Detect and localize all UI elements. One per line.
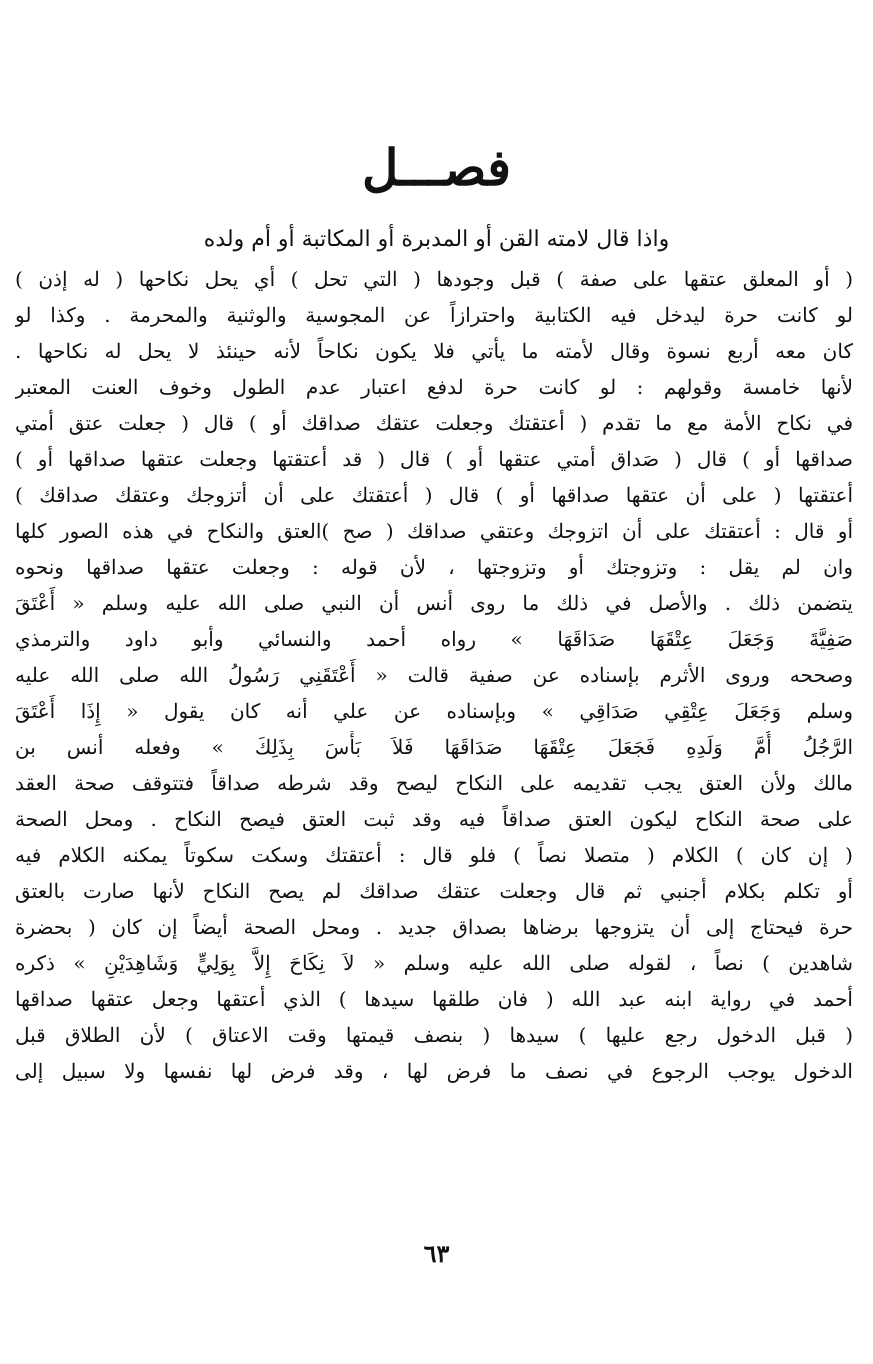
text-line: مالك ولأن العتق يجب تقديمه على النكاح ليصح وقد شرطه صداقاً فتتوقف صحة العقد xyxy=(15,771,853,795)
text-line: صَفِيَّةَ وَجَعَلَ عِتْقَهَا صَدَاقَهَا » رواه أحمد والنسائي وأبو داود والترمذي xyxy=(15,627,853,651)
text-line: أحمد في رواية ابنه عبد الله ( فان طلقها سيدها ) الذي أعتقها وجعل عتقها صداقها xyxy=(15,987,853,1011)
body-text xyxy=(0,263,873,1213)
text-line: شاهدين ) نصاً ، لقوله صلى الله عليه وسلم « لاَ نِكَاحَ إِلاَّ بِوَلِيٍّ وَشَاهِدَيْنِ » ذكره xyxy=(15,951,853,975)
text-line: أعتقتها ( على أن عتقها صداقها أو ) قال ( أعتقتك على أن أتزوجك وعتقك صداقك ) xyxy=(15,483,853,507)
section-subheading: واذا قال لامته القن أو المدبرة أو المكاتبة أو أم ولده xyxy=(203,227,670,252)
text-line: لأنها خامسة وقولهم : لو كانت حرة لدفع اعتبار عدم الطول وخوف العنت المعتبر xyxy=(15,375,853,399)
section-heading: فصـــل xyxy=(361,138,512,197)
text-line: يتضمن ذلك . والأصل في ذلك ما روى أنس أن النبي صلى الله عليه وسلم « أَعْتَقَ xyxy=(15,591,853,615)
text-line: الرَّجُلُ أُمَّ وَلَدِهِ فَجَعَلَ عِتْقَهَا صَدَاقَهَا فَلاَ بَأْسَ بِذَلِكَ » وفعله أنس بن xyxy=(15,735,853,759)
text-line: حرة فيحتاج إلى أن يتزوجها برضاها بصداق جديد . ومحل الصحة أيضاً إن كان ( بحضرة xyxy=(15,915,853,939)
page-number: ٦٣ xyxy=(423,1239,450,1268)
text-line: صداقها أو ) قال ( صَداق أمتي عتقها أو ) قال ( قد أعتقتها وجعلت عتقها صداقها أو ) xyxy=(15,447,853,471)
text-line: في نكاح الأمة مع ما تقدم ( أعتقتك وجعلت عتقك صداقك أو ) قال ( جعلت عتق أمتي xyxy=(15,411,853,435)
text-line: لو كانت حرة ليدخل فيه الكتابية واحترازاً عن المجوسية والوثنية والمحرمة . وكذا لو xyxy=(15,303,853,327)
text-line: ( إن كان ) الكلام ( متصلا نصاً ) فلو قال : أعتقتك وسكت سكوتاً يمكنه الكلام فيه xyxy=(15,843,853,867)
text-line: الدخول يوجب الرجوع في نصف ما فرض لها ، وقد فرض لها نفسها ولا سبيل إلى xyxy=(15,1059,853,1083)
text-line: أو قال : أعتقتك على أن اتزوجك وعتقي صداقك ( صح )العتق والنكاح في هذه الصور كلها xyxy=(15,519,853,543)
text-line: كان معه أربع نسوة وقال لأمته ما يأتي فلا يكون نكاحاً لأنه حينئذ لا يحل له نكاحها . xyxy=(15,339,853,363)
text-line: ( قبل الدخول رجع عليها ) سيدها ( بنصف قيمتها وقت الاعتاق ) لأن الطلاق قبل xyxy=(15,1023,853,1047)
text-line: وسلم وَجَعَلَ عِتْقِي صَدَاقِي » وبإسناده عن علي أنه كان يقول « إِذَا أَعْتَقَ xyxy=(15,699,853,723)
text-line: أو تكلم بكلام أجنبي ثم قال وجعلت عتقك صداقك لم يصح النكاح لأنها صارت بالعتق xyxy=(15,879,853,903)
text-line: وصححه وروى الأثرم بإسناده عن صفية قالت « أَعْتَقَنِي رَسُولُ الله صلى الله عليه xyxy=(15,663,853,687)
text-line: ( أو المعلق عتقها على صفة ) قبل وجودها ( التي تحل ) أي يحل نكاحها ( له إذن ) xyxy=(15,267,853,291)
text-line: على صحة النكاح ليكون العتق صداقاً فيه وقد ثبت العتق فيصح النكاح . ومحل الصحة xyxy=(15,807,853,831)
text-line: وان لم يقل : وتزوجتك أو وتزوجتها ، لأن قوله : وجعلت عتقها صداقها ونحوه xyxy=(15,555,853,579)
